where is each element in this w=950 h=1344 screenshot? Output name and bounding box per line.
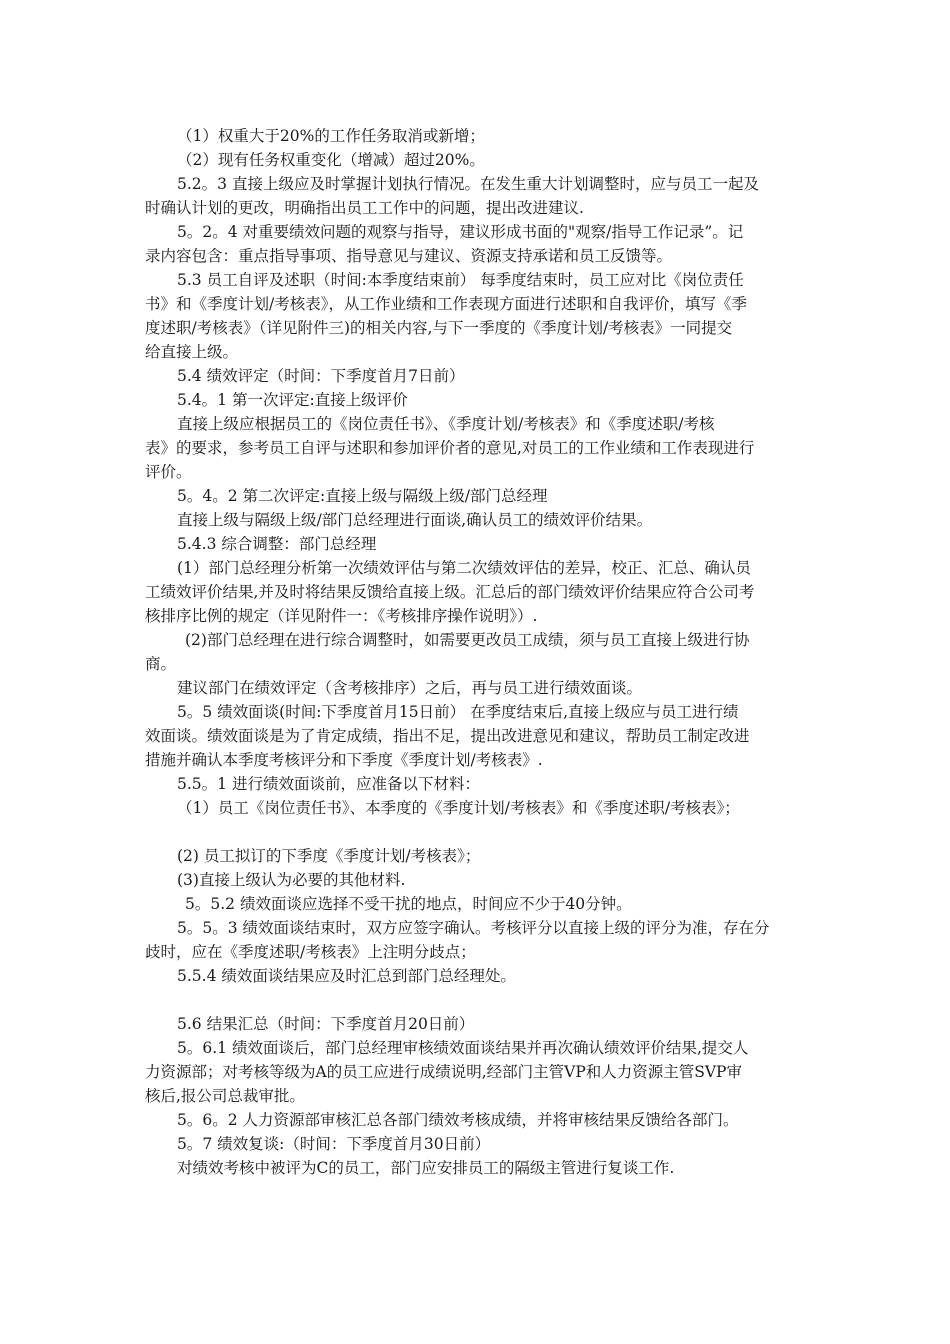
text-line: （1）权重大于20%的工作任务取消或新增； (177, 127, 485, 145)
text-line: (2)部门总经理在进行综合调整时，如需要更改员工成绩，须与员工直接上级进行协 (185, 631, 750, 649)
text-line: 核排序比例的规定（详见附件一：《考核排序操作说明》）. (145, 607, 538, 625)
text-line: (1）部门总经理分析第一次绩效评估与第二次绩效评估的差异，校正、汇总、确认员 (177, 559, 751, 577)
section-heading: 5。7 绩效复谈:（时间：下季度首月30日前） (177, 1135, 491, 1153)
text-line: 表》的要求，参考员工自评与述职和参加评价者的意见,对员工的工作业绩和工作表现进行 (145, 439, 755, 457)
text-line: 建议部门在绩效评定（含考核排序）之后，再与员工进行绩效面谈。 (177, 679, 643, 697)
subsection-heading: 5。4。2 第二次评定:直接上级与隔级上级/部门总经理 (177, 487, 548, 505)
blank-line (145, 820, 810, 844)
text-line: 核后,报公司总裁审批。 (145, 1087, 305, 1105)
text-line: (3)直接上级认为必要的其他材料. (177, 871, 406, 889)
subsection-heading: 5。6.1 绩效面谈后，部门总经理审核绩效面谈结果并再次确认绩效评价结果,提交人 (177, 1039, 749, 1057)
subsection-heading: 5.4.3 综合调整：部门总经理 (177, 535, 377, 553)
text-line: 措施并确认本季度考核评分和下季度《季度计划/考核表》. (145, 751, 543, 769)
text-line: 给直接上级。 (145, 343, 239, 361)
text-line: 效面谈。绩效面谈是为了肯定成绩，指出不足，提出改进意见和建议，帮助员工制定改进 (145, 727, 750, 745)
subsection-heading: 5。5.2 绩效面谈应选择不受干扰的地点，时间应不少于40分钟。 (185, 895, 632, 913)
text-line: 录内容包含：重点指导事项、指导意见与建议、资源支持承诺和员工反馈等。 (145, 247, 673, 265)
subsection-heading: 5.5.4 绩效面谈结果应及时汇总到部门总经理处。 (177, 967, 516, 985)
text-line: 歧时，应在《季度述职/考核表》上注明分歧点； (145, 943, 476, 961)
text-line: 5.3 员工自评及述职（时间:本季度结束前） 每季度结束时，员工应对比《岗位责任 (177, 271, 744, 289)
text-line: 度述职/考核表》（详见附件三)的相关内容,与下一季度的《季度计划/考核表》一同提交 (145, 319, 733, 337)
section-heading: 5。5 绩效面谈(时间:下季度首月15日前） 在季度结束后,直接上级应与员工进行绩 (177, 703, 739, 721)
text-line: （1）员工《岗位责任书》、本季度的《季度计划/考核表》和《季度述职/考核表》； (177, 799, 740, 817)
text-line: 工绩效评价结果,并及时将结果反馈给直接上级。汇总后的部门绩效评价结果应符合公司考 (145, 583, 755, 601)
text-line: （2）现有任务权重变化（增减）超过20%。 (177, 151, 485, 169)
text-line: 时确认计划的更改，明确指出员工工作中的问题，提出改进建议. (145, 199, 584, 217)
text-line: 5.2。3 直接上级应及时掌握计划执行情况。在发生重大计划调整时，应与员工一起及 (177, 175, 759, 193)
section-heading: 5.6 结果汇总（时间：下季度首月20日前） (177, 1015, 475, 1033)
subsection-heading: 5.5。1 进行绩效面谈前，应准备以下材料： (177, 775, 480, 793)
text-line: 书》和《季度计划/考核表》，从工作业绩和工作表现方面进行述职和自我评价，填写《季 (145, 295, 747, 313)
text-line: 5。2。4 对重要绩效问题的观察与指导，建议形成书面的"观察/指导工作记录”。记 (177, 223, 744, 241)
text-line: 对绩效考核中被评为C的员工，部门应安排员工的隔级主管进行复谈工作. (177, 1159, 675, 1177)
text-line: 直接上级应根据员工的《岗位责任书》、《季度计划/考核表》和《季度述职/考核 (177, 415, 715, 433)
text-line: 商。 (145, 655, 177, 673)
blank-line (145, 988, 810, 1012)
section-heading: 5.4 绩效评定（时间：下季度首月7日前） (177, 367, 465, 385)
text-line: 直接上级与隔级上级/部门总经理进行面谈,确认员工的绩效评价结果。 (177, 511, 653, 529)
subsection-heading: 5.4。1 第一次评定:直接上级评价 (177, 391, 408, 409)
text-line: (2) 员工拟订的下季度《季度计划/考核表》； (177, 847, 481, 865)
document-body (145, 124, 810, 1180)
subsection-heading: 5。5。3 绩效面谈结束时，双方应签字确认。考核评分以直接上级的评分为准，存在分 (177, 919, 770, 937)
subsection-heading: 5。6。2 人力资源部审核汇总各部门绩效考核成绩，并将审核结果反馈给各部门。 (177, 1111, 739, 1129)
text-line: 力资源部；对考核等级为A的员工应进行成绩说明,经部门主管VP和人力资源主管SVP审 (145, 1063, 742, 1081)
text-line: 评价。 (145, 463, 192, 481)
